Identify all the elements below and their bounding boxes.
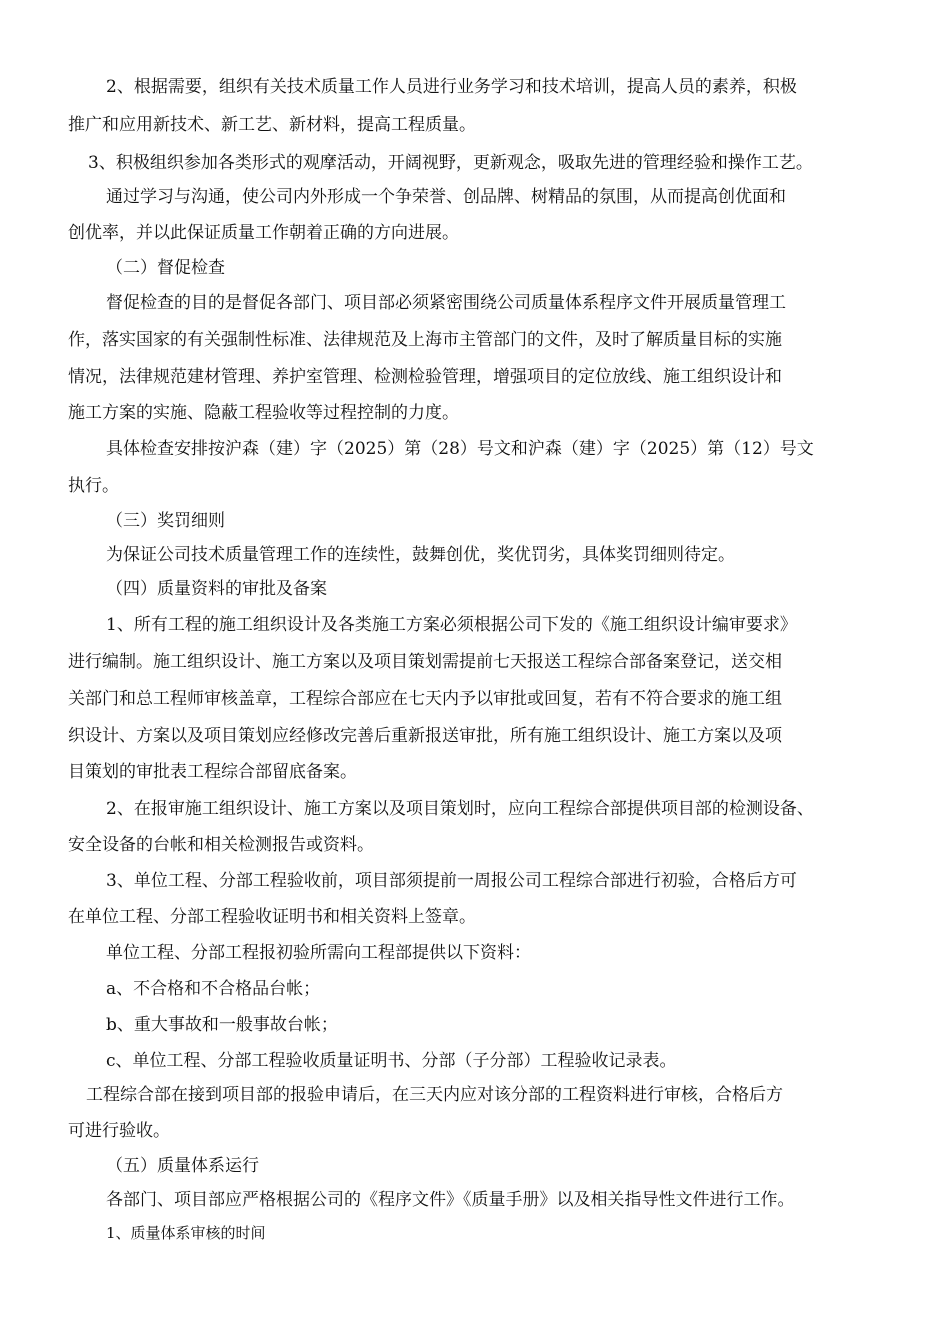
paragraph-line: 1、所有工程的施工组织设计及各类施工方案必须根据公司下发的《施工组织设计编审要求》 (106, 615, 797, 635)
paragraph-line: 情况，法律规范建材管理、养护室管理、检测检验管理，增强项目的定位放线、施工组织设计和 (68, 367, 782, 387)
paragraph-line: 督促检查的目的是督促各部门、项目部必须紧密围绕公司质量体系程序文件开展质量管理工 (106, 293, 786, 313)
paragraph-line: 通过学习与沟通，使公司内外形成一个争荣誉、创品牌、树精品的氛围，从而提高创优面和 (106, 187, 786, 207)
paragraph-line: 3、积极组织参加各类形式的观摩活动，开阔视野，更新观念，吸取先进的管理经验和操作工艺。 (88, 153, 813, 173)
paragraph-line: 具体检查安排按沪森（建）字（2025）第（28）号文和沪森（建）字（2025）第（12）号文 (106, 439, 814, 459)
paragraph-line: 在单位工程、分部工程验收证明书和相关资料上签章。 (68, 907, 476, 927)
paragraph-line: 目策划的审批表工程综合部留底备案。 (68, 762, 357, 782)
paragraph-line: 各部门、项目部应严格根据公司的《程序文件》《质量手册》以及相关指导性文件进行工作。 (106, 1190, 795, 1210)
paragraph-line: 2、在报审施工组织设计、施工方案以及项目策划时，应向工程综合部提供项目部的检测设备、 (106, 799, 814, 819)
paragraph-line: 进行编制。施工组织设计、施工方案以及项目策划需提前七天报送工程综合部备案登记，送交相 (68, 652, 782, 672)
paragraph-line: 关部门和总工程师审核盖章，工程综合部应在七天内予以审批或回复，若有不符合要求的施工组 (68, 689, 782, 709)
list-item: b、重大事故和一般事故台帐； (106, 1015, 338, 1035)
paragraph-line: 推广和应用新技术、新工艺、新材料，提高工程质量。 (68, 115, 476, 135)
list-item: a、不合格和不合格品台帐； (106, 979, 321, 999)
paragraph-line: 3、单位工程、分部工程验收前，项目部须提前一周报公司工程综合部进行初验，合格后方可 (106, 871, 797, 891)
list-item: c、单位工程、分部工程验收质量证明书、分部（子分部）工程验收记录表。 (106, 1051, 677, 1071)
paragraph-line: 创优率，并以此保证质量工作朝着正确的方向进展。 (68, 223, 459, 243)
paragraph-line: 执行。 (68, 476, 119, 496)
paragraph-line: 织设计、方案以及项目策划应经修改完善后重新报送审批，所有施工组织设计、施工方案以及项 (68, 726, 782, 746)
paragraph-line: 工程综合部在接到项目部的报验申请后，在三天内应对该分部的工程资料进行审核，合格后方 (86, 1085, 783, 1105)
paragraph-line: 为保证公司技术质量管理工作的连续性，鼓舞创优，奖优罚劣，具体奖罚细则待定。 (106, 545, 735, 565)
paragraph-line: 安全设备的台帐和相关检测报告或资料。 (68, 835, 374, 855)
paragraph-line: 单位工程、分部工程报初验所需向工程部提供以下资料： (106, 943, 531, 963)
subheading: 1、质量体系审核的时间 (106, 1224, 266, 1242)
paragraph-line: 2、根据需要，组织有关技术质量工作人员进行业务学习和技术培训，提高人员的素养，积极 (106, 77, 797, 97)
paragraph-line: 施工方案的实施、隐蔽工程验收等过程控制的力度。 (68, 403, 459, 423)
section-heading: （三）奖罚细则 (106, 511, 225, 531)
paragraph-line: 作，落实国家的有关强制性标准、法律规范及上海市主管部门的文件，及时了解质量目标的实施 (68, 330, 782, 350)
paragraph-line: 可进行验收。 (68, 1121, 170, 1141)
section-heading: （四）质量资料的审批及备案 (106, 579, 327, 599)
section-heading: （二）督促检查 (106, 258, 225, 278)
section-heading: （五）质量体系运行 (106, 1156, 259, 1176)
